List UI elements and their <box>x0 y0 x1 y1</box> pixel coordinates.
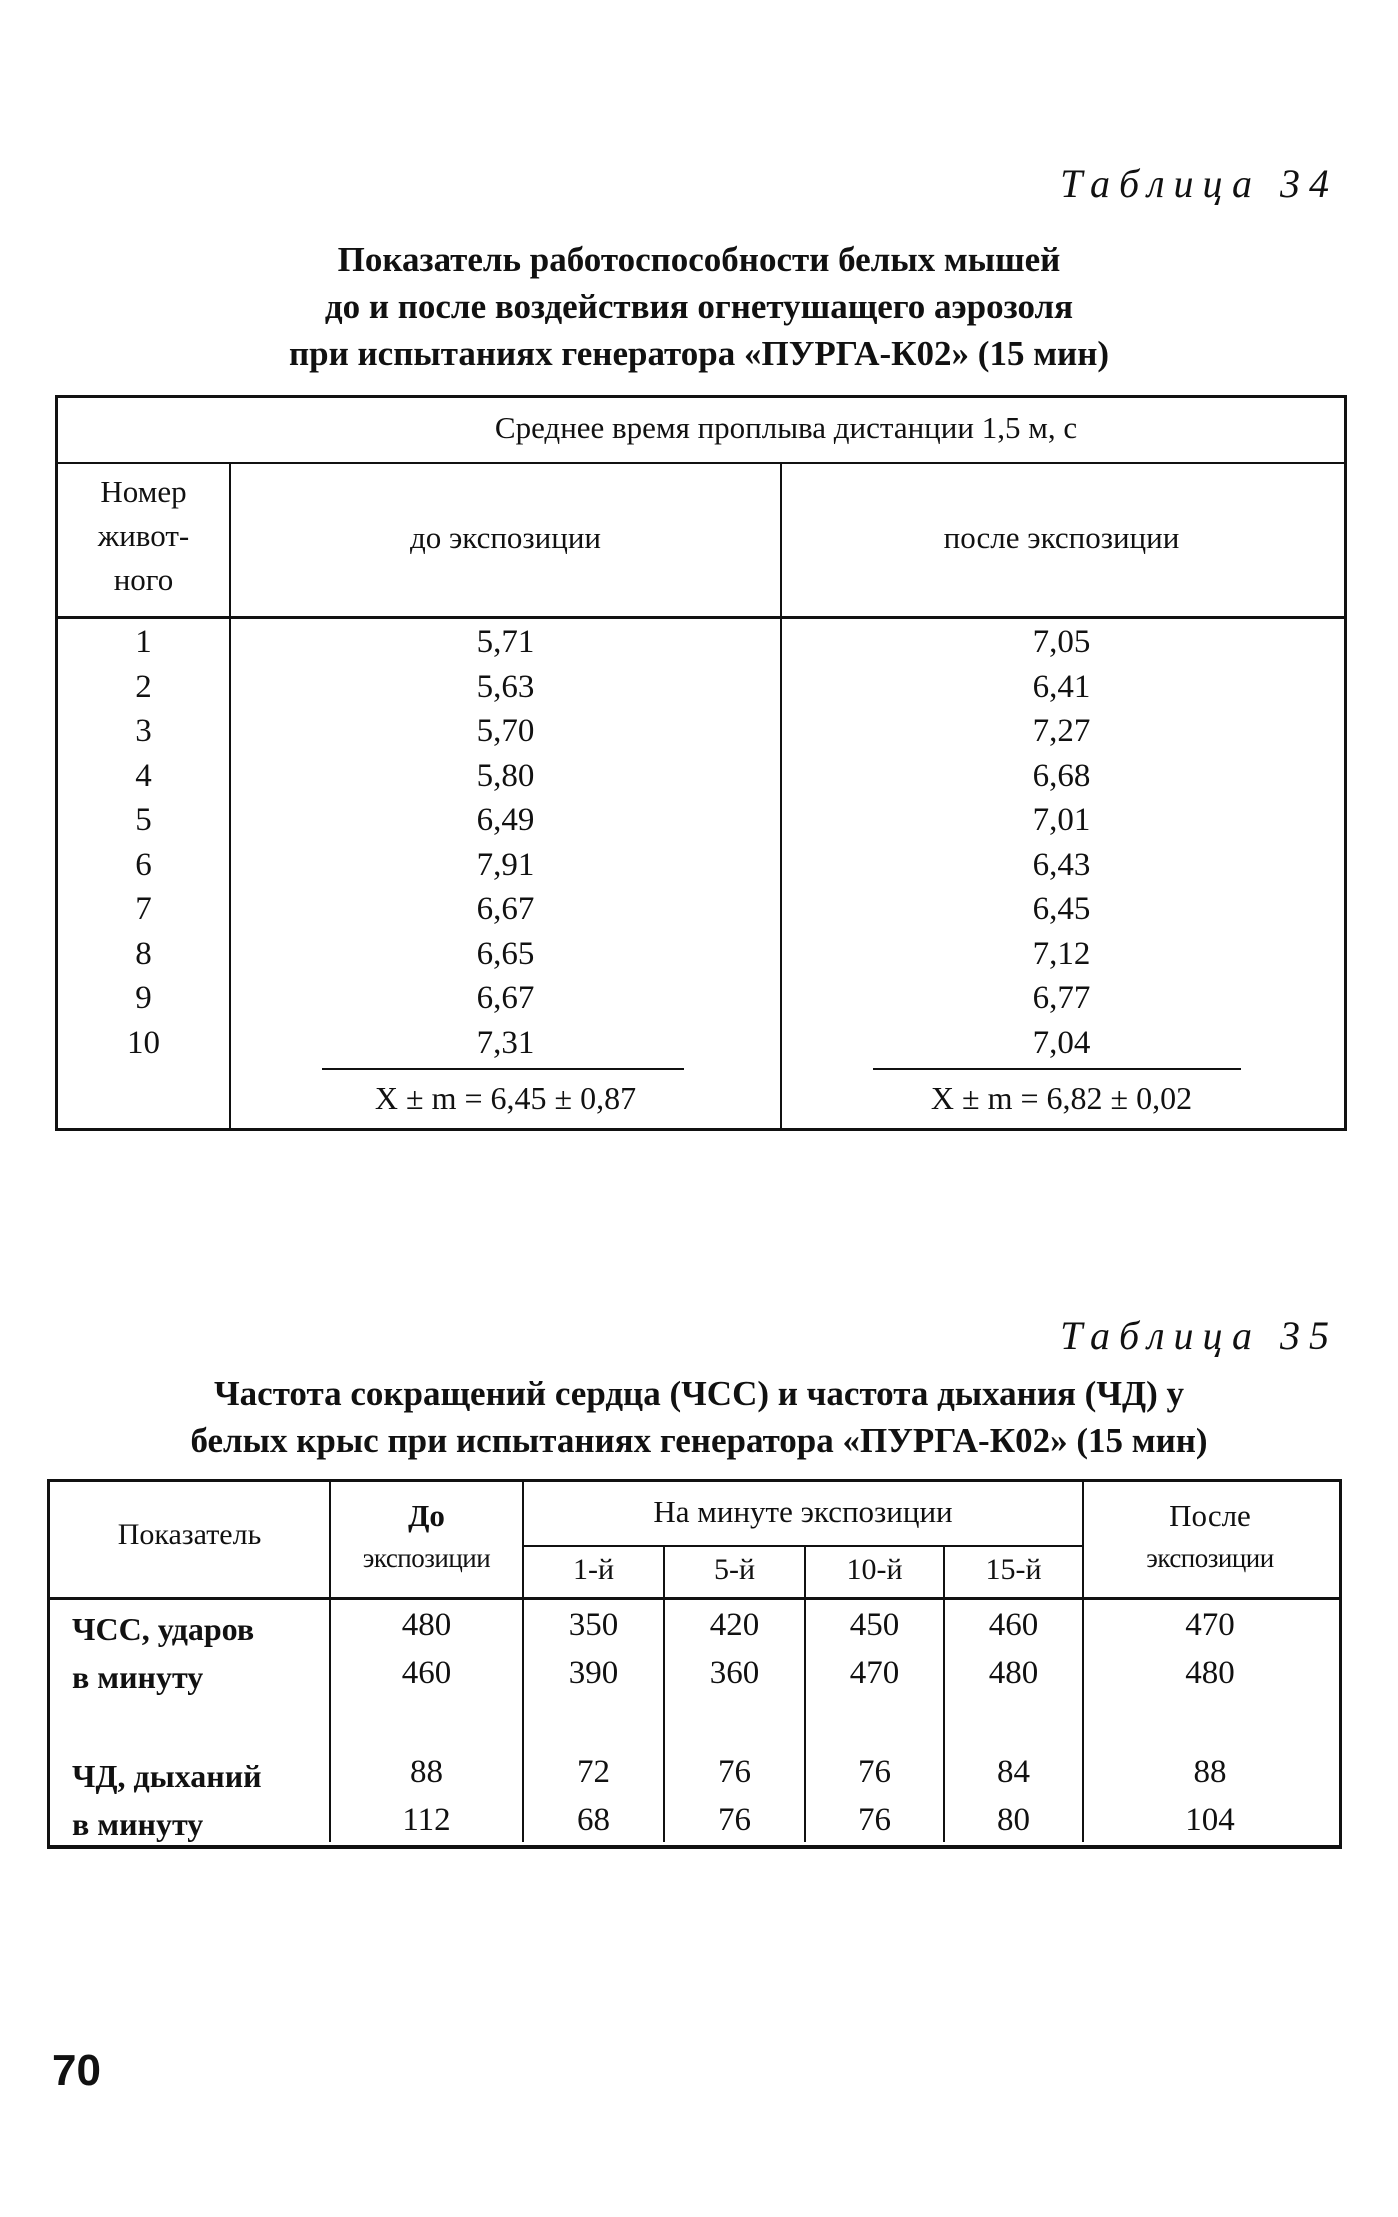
table-35-rule <box>804 1545 806 1842</box>
header-line: живот- <box>97 518 190 553</box>
page-number: 70 <box>52 2046 101 2095</box>
table-cell: 480 <box>988 1655 1039 1691</box>
minute-5-header: 5-й <box>713 1553 756 1586</box>
table-cell: 6,68 <box>1032 757 1091 794</box>
table-cell: 80 <box>997 1802 1030 1838</box>
table-cell: 3 <box>135 713 152 749</box>
animal-number-header <box>58 470 229 602</box>
table-cell: 460 <box>401 1655 452 1691</box>
header-line: После <box>1169 1498 1251 1533</box>
mean-after: X ± m = 6,82 ± 0,02 <box>930 1080 1193 1116</box>
title-line: Показатель работоспособности белых мышей <box>337 240 1061 279</box>
label-line: ЧД, дыханий <box>72 1758 262 1794</box>
table-cell: 460 <box>988 1607 1039 1643</box>
label-line: в минуту <box>72 1806 204 1842</box>
table-cell: 7,04 <box>1032 1024 1091 1061</box>
header-line: До <box>408 1498 445 1533</box>
table-cell: 88 <box>1193 1754 1227 1790</box>
table-cell: 470 <box>1185 1607 1235 1643</box>
table-cell: 4 <box>135 757 152 794</box>
table-35-caption: Таблица 35 <box>1060 1313 1338 1358</box>
table-cell: 1 <box>135 624 152 660</box>
table-34-title <box>40 236 1358 377</box>
table-cell: 7,31 <box>476 1024 535 1061</box>
table-cell: 6,45 <box>1032 891 1091 927</box>
table-cell: 76 <box>858 1802 891 1838</box>
after-header <box>1084 1496 1336 1580</box>
sum-rule-after <box>873 1068 1241 1070</box>
table-cell: 7,27 <box>1032 713 1091 749</box>
minutes-header: На минуте экспозиции <box>653 1494 953 1529</box>
table-35-rule <box>663 1545 665 1842</box>
after-exposure-header: после экспозиции <box>943 520 1180 555</box>
before-exposure-column <box>231 620 780 1065</box>
table-cell: 6,49 <box>476 802 535 838</box>
table-cell: 68 <box>577 1802 610 1838</box>
title-line: до и после воздействия огнетушащего аэрозоля <box>324 287 1074 326</box>
respiration-label <box>72 1752 262 1848</box>
table-35-rule <box>50 1597 1339 1600</box>
header-line: экспозиции <box>362 1543 491 1573</box>
table-35-title <box>40 1370 1358 1464</box>
table-cell: 10 <box>127 1024 160 1061</box>
heart-rate-label <box>72 1605 254 1701</box>
after-exposure-column <box>782 620 1341 1065</box>
header-line: ного <box>113 562 174 597</box>
table-cell: 7,12 <box>1032 935 1091 972</box>
table-cell: 480 <box>1185 1655 1235 1691</box>
table-cell: 84 <box>997 1754 1030 1790</box>
title-line: Частота сокращений сердца (ЧСС) и частота дыхания (ЧД) у <box>213 1374 1185 1413</box>
table-cell: 450 <box>849 1607 900 1643</box>
table-cell: 5,70 <box>476 713 535 749</box>
table-cell: 360 <box>709 1655 760 1691</box>
table-cell: 5,80 <box>476 757 535 794</box>
table-cell: 390 <box>568 1655 619 1691</box>
table-34-caption: Таблица 34 <box>1060 161 1338 206</box>
before-exposure-header: до экспозиции <box>409 520 602 555</box>
table-cell: 2 <box>135 668 152 705</box>
table-35-rule <box>943 1545 945 1842</box>
sum-rule-before <box>322 1068 684 1070</box>
table-cell: 420 <box>709 1607 760 1643</box>
group-header: Среднее время проплыва дистанции 1,5 м, с <box>494 410 1078 445</box>
table-cell: 7,05 <box>1032 624 1091 660</box>
table-cell: 6,41 <box>1032 668 1091 705</box>
table-cell: 72 <box>577 1754 610 1790</box>
table-cell: 6,43 <box>1032 846 1091 883</box>
table-cell: 76 <box>718 1802 751 1838</box>
table-cell: 7,91 <box>476 846 535 883</box>
table-cell: 88 <box>410 1754 443 1790</box>
table-cell: 8 <box>135 935 152 972</box>
title-line: белых крыс при испытаниях генератора «ПУРГА-К02» (15 мин) <box>190 1421 1208 1460</box>
table-cell: 6,65 <box>476 935 535 972</box>
animal-number-column <box>58 620 229 1065</box>
table-cell: 5,63 <box>476 668 535 705</box>
table-34-rule <box>58 616 1344 619</box>
table-cell: 470 <box>849 1655 900 1691</box>
before-header <box>331 1496 522 1580</box>
header-line: экспозиции <box>1146 1543 1274 1573</box>
title-line: при испытаниях генератора «ПУРГА-К02» (15 мин) <box>288 334 1110 373</box>
table-cell: 350 <box>568 1607 619 1643</box>
table-cell: 6,77 <box>1032 980 1091 1016</box>
table-cell: 76 <box>858 1754 891 1790</box>
table-cell: 76 <box>718 1754 751 1790</box>
header-line: Номер <box>100 474 187 509</box>
minute-15-header: 15-й <box>985 1553 1042 1586</box>
table-cell: 480 <box>401 1607 452 1643</box>
table-cell: 6,67 <box>476 980 535 1016</box>
table-cell: 6,67 <box>476 891 535 927</box>
table-cell: 6 <box>135 846 152 883</box>
table-34-rule <box>58 462 1344 464</box>
table-cell: 7 <box>135 891 152 927</box>
label-line: ЧСС, ударов <box>72 1611 255 1647</box>
table-cell: 9 <box>135 980 152 1016</box>
minute-10-header: 10-й <box>846 1553 903 1586</box>
mean-before: X ± m = 6,45 ± 0,87 <box>374 1080 637 1116</box>
table-cell: 104 <box>1185 1802 1235 1838</box>
label-line: в минуту <box>72 1659 204 1695</box>
table-cell: 112 <box>402 1802 451 1838</box>
table-cell: 5 <box>135 802 152 838</box>
minute-1-header: 1-й <box>572 1553 615 1586</box>
indicator-header: Показатель <box>117 1518 262 1551</box>
table-cell: 5,71 <box>476 624 535 660</box>
table-cell: 7,01 <box>1032 802 1091 838</box>
